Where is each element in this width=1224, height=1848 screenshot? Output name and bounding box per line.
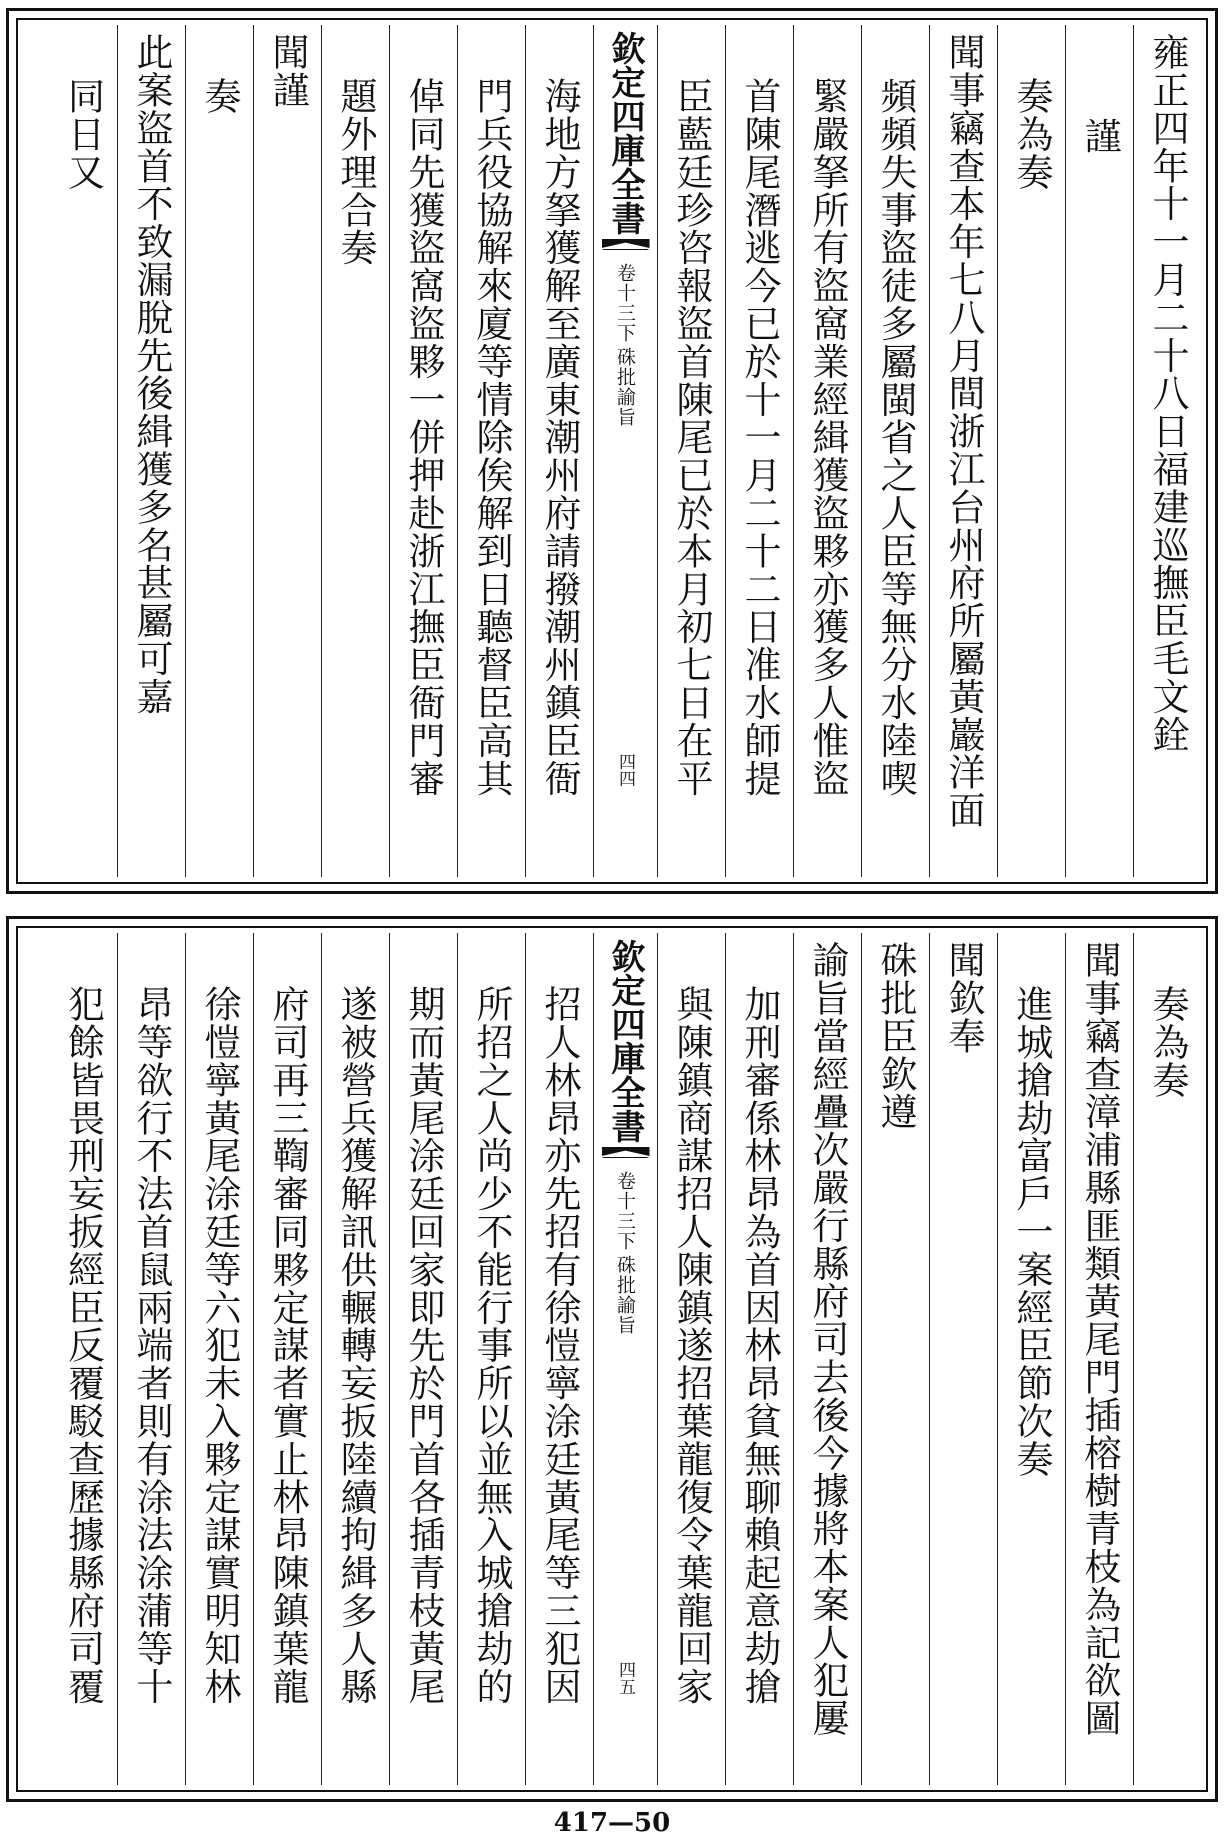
column-text: 首陳尾潛逃今已於十一月二十二日准水師提 bbox=[738, 77, 781, 798]
text-column bbox=[793, 933, 861, 1785]
text-column bbox=[1133, 933, 1201, 1785]
juan-number: 卷十三下 bbox=[614, 1171, 636, 1251]
page-top bbox=[6, 8, 1218, 894]
juan-label bbox=[612, 1171, 639, 1335]
page-footer-number: 417—50 bbox=[553, 1808, 671, 1838]
column-text: 奏為奏 bbox=[1010, 77, 1053, 191]
column-text: 雍正四年十一月二十八日福建巡撫臣毛文銓 bbox=[1146, 33, 1189, 754]
text-column bbox=[861, 25, 929, 877]
text-column bbox=[929, 25, 997, 877]
juan-label bbox=[612, 263, 639, 427]
text-column bbox=[185, 933, 253, 1785]
text-column bbox=[321, 25, 389, 877]
fish-tail-mark bbox=[602, 1147, 650, 1167]
text-column bbox=[657, 933, 725, 1785]
column-text: 諭旨當經疊次嚴行縣府司去後今據將本案人犯屢 bbox=[806, 941, 849, 1737]
column-text: 聞謹 bbox=[266, 33, 309, 109]
text-column bbox=[861, 933, 929, 1785]
column-text: 聞事竊查漳浦縣匪類黃尾門插榕樹青枝為記欲圖 bbox=[1078, 941, 1121, 1737]
column-text: 聞欽奉 bbox=[942, 941, 985, 1055]
book-title: 欽定四庫全書 bbox=[605, 31, 645, 235]
text-column bbox=[929, 933, 997, 1785]
column-text: 遂被營兵獲解訊供輾轉妄扳陸續拘緝多人縣 bbox=[334, 985, 377, 1706]
column-text: 謹 bbox=[1078, 117, 1121, 155]
juan-number: 卷十三下 bbox=[614, 263, 636, 343]
column-text: 加刑審係林昂為首因林昂貧無聊賴起意劫搶 bbox=[738, 985, 781, 1706]
text-column bbox=[389, 933, 457, 1785]
column-text: 同日又 bbox=[61, 77, 105, 191]
column-text: 犯餘皆畏刑妄扳經臣反覆駁查歷據縣府司覆 bbox=[61, 985, 105, 1706]
text-column bbox=[457, 933, 525, 1785]
text-columns-top bbox=[23, 25, 1201, 877]
text-column bbox=[657, 25, 725, 877]
text-column bbox=[117, 25, 185, 877]
column-text: 所招之人尚少不能行事所以並無入城搶劫的 bbox=[470, 985, 513, 1706]
center-margin bbox=[593, 25, 657, 877]
column-text: 期而黃尾涂廷回家即先於門首各插青枝黃尾 bbox=[402, 985, 445, 1706]
section-title: 硃批諭旨 bbox=[614, 347, 636, 427]
column-text: 門兵役協解來廈等情除俟解到日聽督臣高其 bbox=[470, 77, 513, 798]
column-text: 昂等欲行不法首鼠兩端者則有涂法涂蒲等十 bbox=[130, 985, 173, 1706]
column-text: 頻頻失事盜徒多屬閩省之人臣等無分水陸喫 bbox=[874, 77, 917, 798]
text-column bbox=[725, 933, 793, 1785]
text-column bbox=[525, 933, 593, 1785]
fish-tail-mark bbox=[602, 239, 650, 259]
column-text: 題外理合奏 bbox=[334, 77, 377, 267]
text-column bbox=[525, 25, 593, 877]
text-column bbox=[1065, 25, 1133, 877]
column-text: 進城搶劫富戶一案經臣節次奏 bbox=[1010, 985, 1053, 1478]
text-column bbox=[793, 25, 861, 877]
text-column bbox=[389, 25, 457, 877]
text-column bbox=[997, 25, 1065, 877]
text-column bbox=[49, 25, 117, 877]
column-text: 奏為奏 bbox=[1146, 985, 1189, 1099]
column-text: 硃批臣欽遵 bbox=[874, 941, 917, 1131]
column-text: 倬同先獲盜窩盜夥一併押赴浙江撫臣衙門審 bbox=[402, 77, 445, 798]
text-column bbox=[185, 25, 253, 877]
column-text: 招人林昂亦先招有徐愷寧涂廷黃尾等三犯因 bbox=[538, 985, 581, 1706]
column-text: 臣藍廷珍咨報盜首陳尾已於本月初七日在平 bbox=[670, 77, 713, 798]
page-bottom bbox=[6, 916, 1218, 1802]
text-column bbox=[253, 933, 321, 1785]
text-column bbox=[997, 933, 1065, 1785]
column-text: 奏 bbox=[198, 77, 241, 115]
folio-number: 四五 bbox=[615, 1661, 635, 1695]
text-columns-bottom bbox=[23, 933, 1201, 1785]
column-text: 府司再三鞫審同夥定謀者實止林昂陳鎮葉龍 bbox=[266, 985, 309, 1706]
center-margin bbox=[593, 933, 657, 1785]
text-column bbox=[1133, 25, 1201, 877]
text-column bbox=[1065, 933, 1133, 1785]
text-column bbox=[321, 933, 389, 1785]
column-text: 聞事竊查本年七八月間浙江台州府所屬黃巖洋面 bbox=[942, 33, 985, 829]
column-text: 徐愷寧黃尾涂廷等六犯未入夥定謀實明知林 bbox=[198, 985, 241, 1706]
folio-number: 四四 bbox=[615, 753, 635, 787]
column-text: 此案盜首不致漏脫先後緝獲多名甚屬可嘉 bbox=[130, 33, 173, 716]
text-column bbox=[725, 25, 793, 877]
section-title: 硃批諭旨 bbox=[614, 1255, 636, 1335]
text-column bbox=[49, 933, 117, 1785]
text-column bbox=[457, 25, 525, 877]
column-text: 緊嚴拏所有盜窩業經緝獲盜夥亦獲多人惟盜 bbox=[806, 77, 849, 798]
column-text: 海地方拏獲解至廣東潮州府請撥潮州鎮臣衙 bbox=[538, 77, 581, 798]
column-text: 與陳鎮商謀招人陳鎮遂招葉龍復令葉龍回家 bbox=[670, 985, 713, 1706]
text-column bbox=[253, 25, 321, 877]
text-column bbox=[117, 933, 185, 1785]
book-title: 欽定四庫全書 bbox=[605, 939, 645, 1143]
